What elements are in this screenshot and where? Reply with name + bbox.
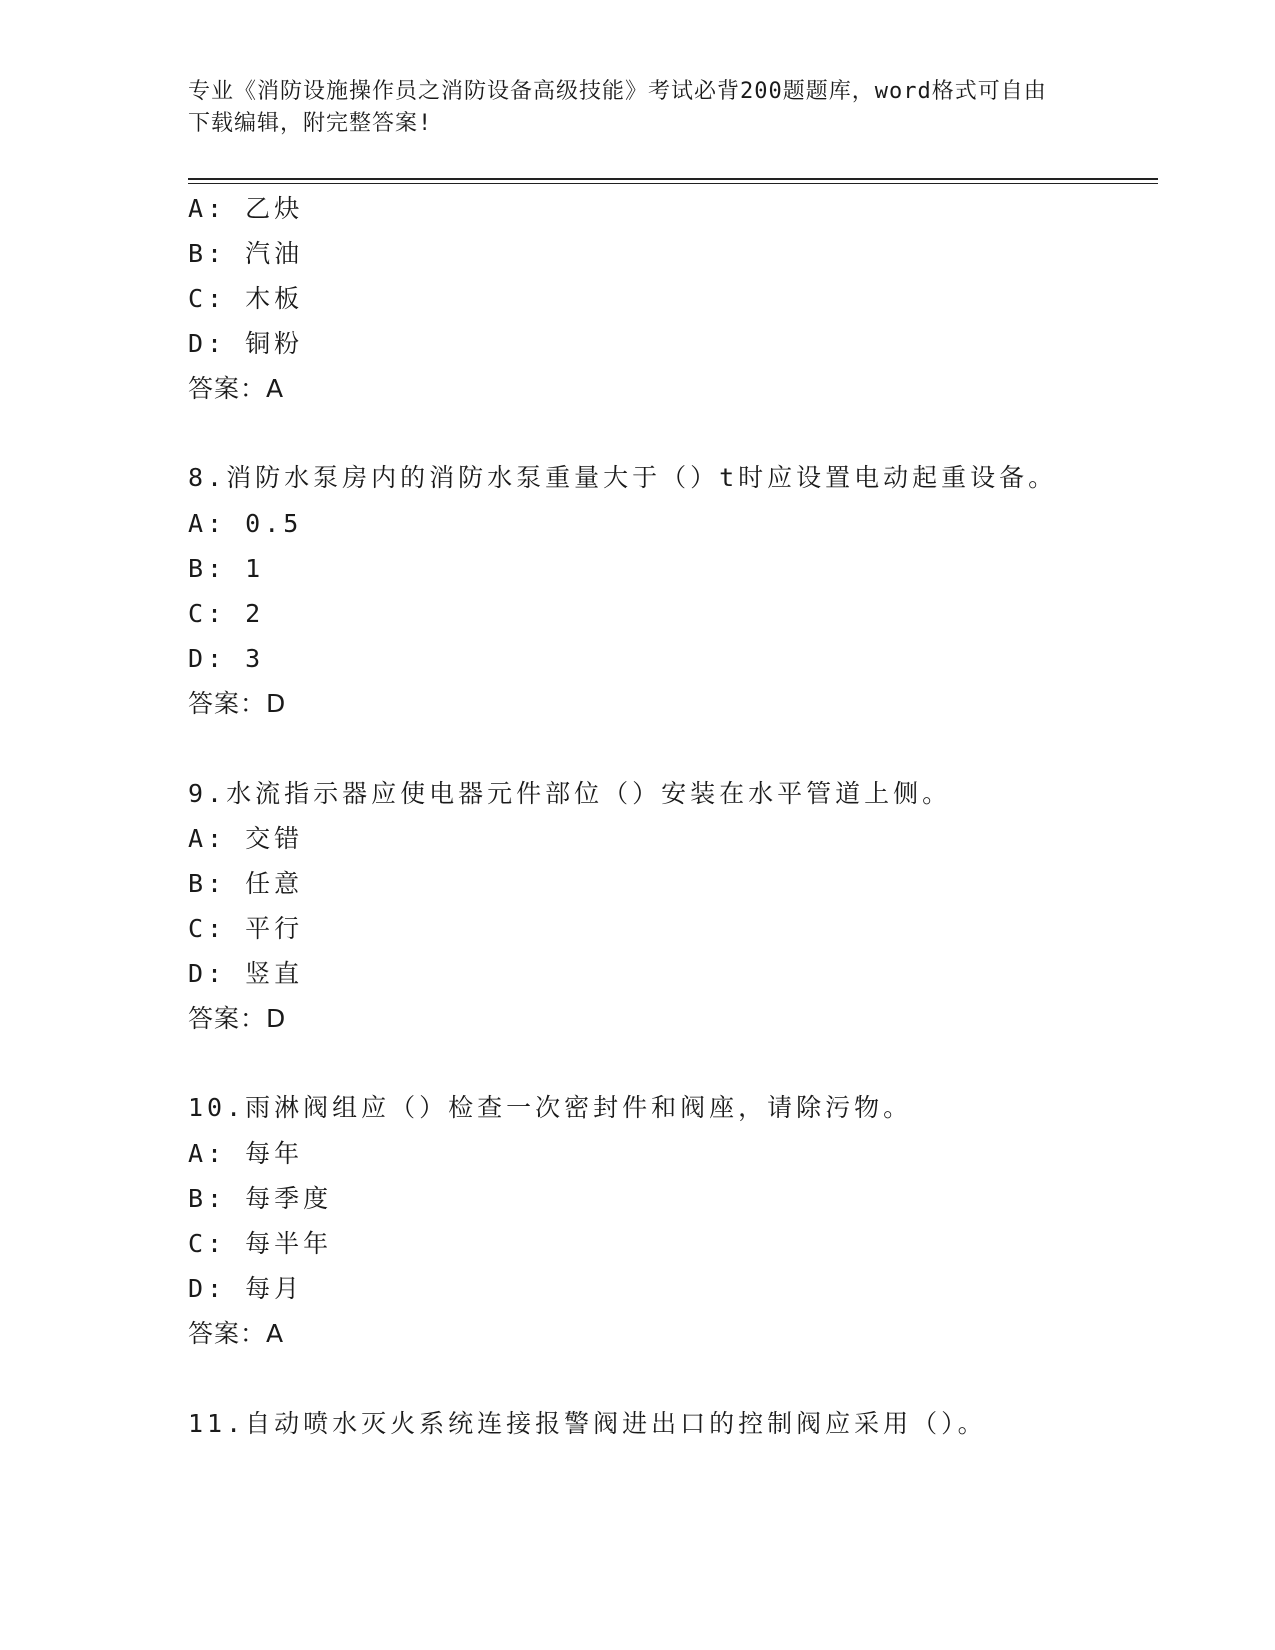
q10-answer: 答案：A (188, 1319, 285, 1348)
q8-option-c: C: 2 (188, 599, 265, 628)
q9-option-c: C: 平行 (188, 914, 304, 943)
q8-option-d: D: 3 (188, 644, 265, 673)
q9-option-d: D: 竖直 (188, 959, 304, 988)
q7-option-c: C: 木板 (188, 284, 304, 313)
header-divider-thin (188, 183, 1158, 184)
q10-question: 10.雨淋阀组应（）检查一次密封件和阀座，请除污物。 (188, 1093, 913, 1122)
q7-option-d: D: 铜粉 (188, 329, 304, 358)
q9-answer: 答案：D (188, 1004, 287, 1033)
q10-option-b: B: 每季度 (188, 1184, 333, 1213)
q7-answer: 答案：A (188, 374, 285, 403)
q9-option-b: B: 任意 (188, 869, 304, 898)
q11-question: 11.自动喷水灭火系统连接报警阀进出口的控制阀应采用（）。 (188, 1409, 987, 1438)
q8-answer: 答案：D (188, 689, 287, 718)
q10-option-d: D: 每月 (188, 1274, 304, 1303)
q10-option-a: A: 每年 (188, 1139, 304, 1168)
q8-question: 8.消防水泵房内的消防水泵重量大于（）t时应设置电动起重设备。 (188, 463, 1058, 492)
q7-option-b: B: 汽油 (188, 239, 304, 268)
q9-question: 9.水流指示器应使电器元件部位（）安装在水平管道上侧。 (188, 779, 952, 808)
document-header: 专业《消防设施操作员之消防设备高级技能》考试必背200题题库，word格式可自由下载编辑，附完整答案! (188, 79, 1047, 136)
q7-option-a: A: 乙炔 (188, 194, 304, 223)
q8-option-a: A: 0.5 (188, 509, 303, 538)
q8-option-b: B: 1 (188, 554, 265, 583)
q9-option-a: A: 交错 (188, 824, 304, 853)
q10-option-c: C: 每半年 (188, 1229, 333, 1258)
header-divider (188, 178, 1158, 180)
